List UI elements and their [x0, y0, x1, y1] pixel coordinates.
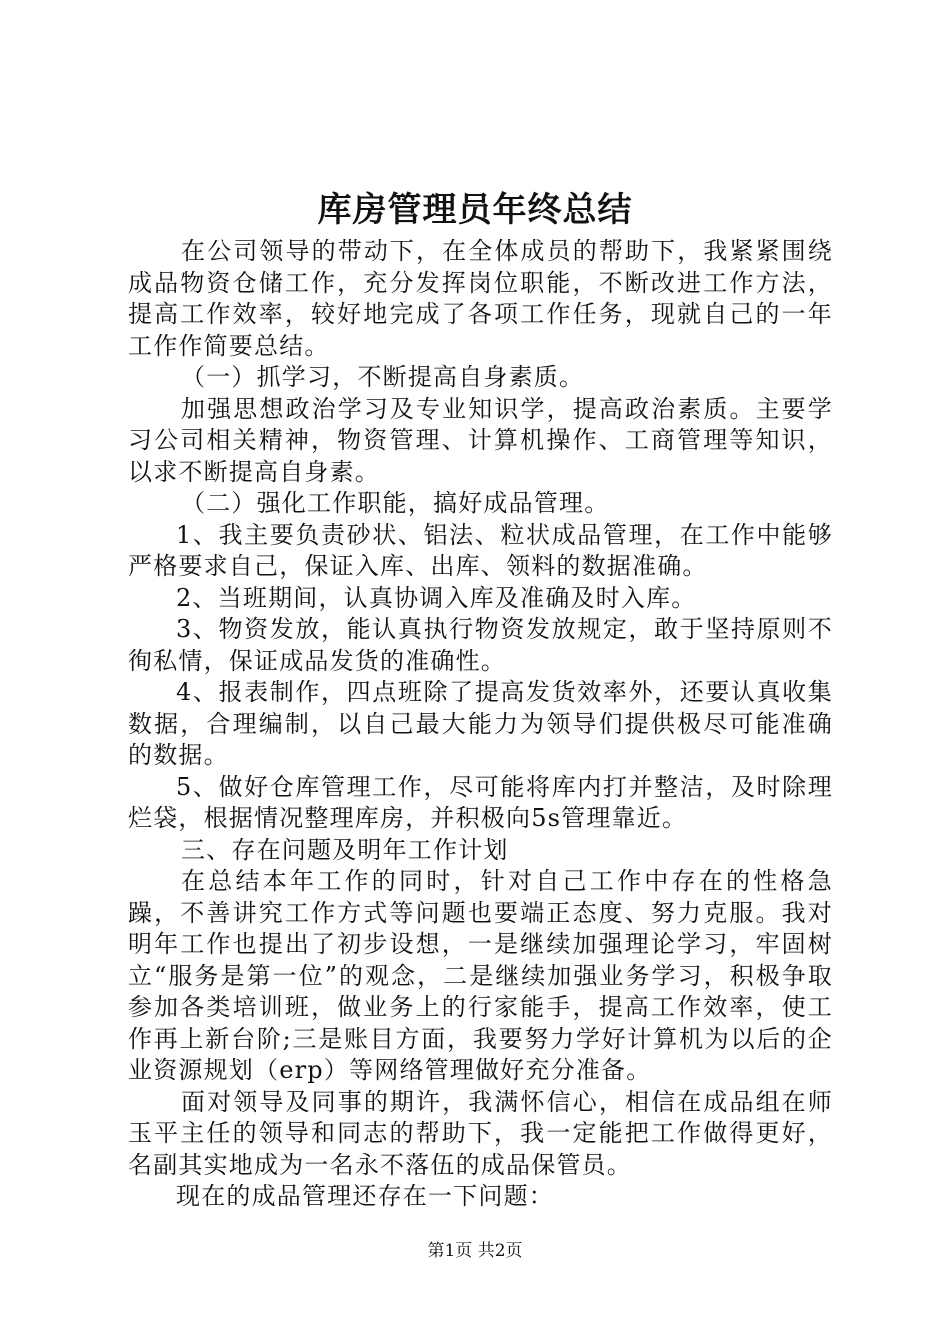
paragraph-heading-2: （二）强化工作职能，搞好成品管理。	[181, 489, 610, 517]
paragraph-outlook: 面对领导及同事的期许，我满怀信心，相信在成品组在师玉平主任的领导和同志的帮助下，我一定能把工作做得更好，名副其实地成为一名永不落伍的成品保管员。	[128, 1087, 833, 1179]
page-footer: 第1页 共2页	[427, 1241, 523, 1261]
paragraph-item-3: 3、物资发放，能认真执行物资发放规定，敢于坚持原则不徇私情，保证成品发货的准确性。	[128, 615, 833, 675]
paragraph-item-1: 1、我主要负责砂状、铝法、粒状成品管理，在工作中能够严格要求自己，保证入库、出库、领料的数据准确。	[128, 520, 833, 580]
document-body	[128, 236, 833, 1213]
paragraph-heading-3: 三、存在问题及明年工作计划	[181, 835, 509, 864]
paragraph-plan: 在总结本年工作的同时，针对自己工作中存在的性格急躁，不善讲究工作方式等问题也要端正态度、努力克服。我对明年工作也提出了初步设想，一是继续加强理论学习，牢固树立“服务是第一位”的观念，二是继续加强业务学习，积极争取参加各类培训班，做业务上的行家能手，提高工作效率，使工作再上新台阶;三是账目方面，我要努力学好计算机为以后的企业资源规划（erp）等网络管理做好充分准备。	[128, 867, 833, 1084]
paragraph-item-4: 4、报表制作，四点班除了提高发货效率外，还要认真收集数据，合理编制，以自己最大能力为领导们提供极尽可能准确的数据。	[128, 678, 833, 769]
paragraph-item-5: 5、做好仓库管理工作，尽可能将库内打并整洁，及时除理烂袋，根据情况整理库房，并积极向5s管理靠近。	[128, 772, 833, 832]
paragraph-intro: 在公司领导的带动下，在全体成员的帮助下，我紧紧围绕成品物资仓储工作，充分发挥岗位职能，不断改进工作方法，提高工作效率，较好地完成了各项工作任务，现就自己的一年工作作简要总结。	[128, 237, 833, 360]
document-title: 库房管理员年终总结	[317, 190, 633, 230]
paragraph-heading-1: （一）抓学习，不断提高自身素质。	[181, 363, 585, 391]
paragraph-study: 加强思想政治学习及专业知识学，提高政治素质。主要学习公司相关精神，物资管理、计算机操作、工商管理等知识，以求不断提高自身素。	[128, 394, 833, 486]
paragraph-issues: 现在的成品管理还存在一下问题：	[176, 1182, 554, 1210]
paragraph-item-2: 2、当班期间，认真协调入库及准确及时入库。	[176, 583, 697, 612]
